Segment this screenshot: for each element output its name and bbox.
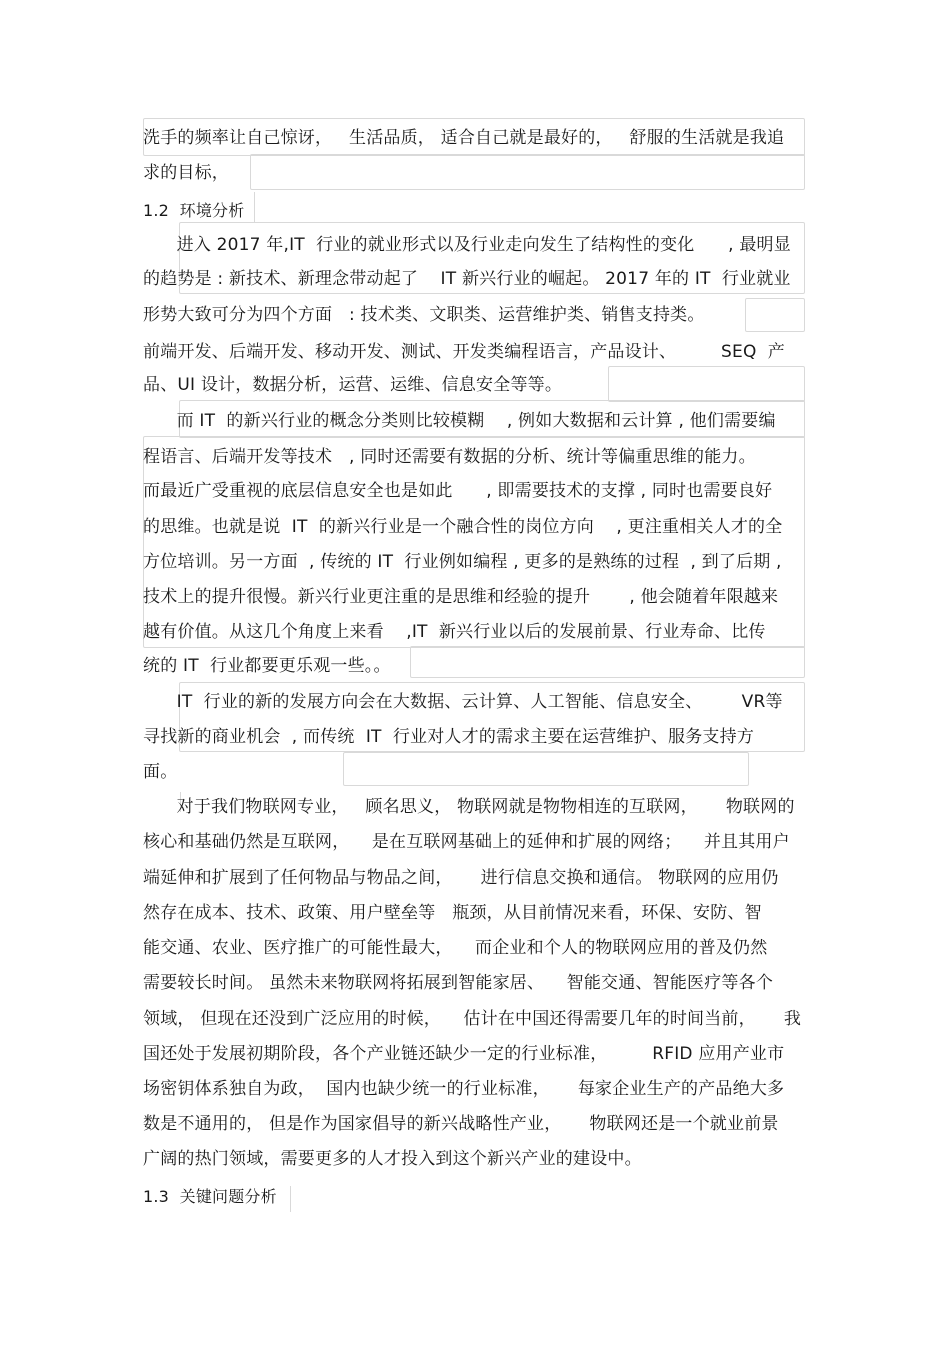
paragraph-line: 进入 2017 年,IT 行业的就业形式以及行业走向发生了结构性的变化 , 最明显 <box>143 235 791 255</box>
paragraph-line: 技术上的提升很慢。新兴行业更注重的是思维和经验的提升 , 他会随着年限越来 <box>143 587 779 607</box>
paragraph-line: 程语言、后端开发等技术 , 同时还需要有数据的分析、统计等偏重思维的能力。 <box>143 447 756 467</box>
paragraph-line: 领域， 但现在还没到广泛应用的时候， 估计在中国还得需要几年的时间当前， 我 <box>143 1009 802 1029</box>
text-frame <box>410 646 805 678</box>
paragraph-line: 形势大致可分为四个方面 : 技术类、文职类、运营维护类、销售支持类。 <box>143 305 705 325</box>
paragraph-line: 统的 IT 行业都要更乐观一些。。 <box>143 656 391 676</box>
paragraph-line: 的趋势是 : 新技术、新理念带动起了 IT 新兴行业的崛起。 2017 年的 IT 行业就业 <box>143 269 791 289</box>
paragraph-line: 端延伸和扩展到了任何物品与物品之间， 进行信息交换和通信。 物联网的应用仍 <box>143 868 779 888</box>
paragraph-line: 求的目标， <box>143 163 229 183</box>
text-frame <box>745 298 805 332</box>
paragraph-line: 需要较长时间。 虽然未来物联网将拓展到智能家居、 智能交通、智能医疗等各个 <box>143 973 774 993</box>
paragraph-line: 对于我们物联网专业， 顾名思义， 物联网就是物物相连的互联网， 物联网的 <box>143 797 795 817</box>
paragraph-line: 国还处于发展初期阶段，各个产业链还缺少一定的行业标准， RFID 应用产业市 <box>143 1044 785 1064</box>
paragraph-line: 场密钥体系独自为政， 国内也缺少统一的行业标准， 每家企业生产的产品绝大多 <box>143 1079 785 1099</box>
paragraph-line: 核心和基础仍然是互联网， 是在互联网基础上的延伸和扩展的网络； 并且其用户 <box>143 832 790 852</box>
paragraph-line: 数是不通用的， 但是作为国家倡导的新兴战略性产业， 物联网还是一个就业前景 <box>143 1114 779 1134</box>
paragraph-line: 的思维。也就是说 IT 的新兴行业是一个融合性的岗位方向 , 更注重相关人才的全 <box>143 517 783 537</box>
paragraph-line: IT 行业的新的发展方向会在大数据、云计算、人工智能、信息安全、 VR等 <box>143 692 783 712</box>
paragraph-line: 而最近广受重视的底层信息安全也是如此 , 即需要技术的支撑 , 同时也需要良好 <box>143 481 773 501</box>
paragraph-line: 洗手的频率让自己惊讶， 生活品质， 适合自己就是最好的， 舒服的生活就是我追 <box>143 128 785 148</box>
section-heading-1-3: 1.3 关键问题分析 <box>143 1187 277 1206</box>
frame-edge <box>290 1186 291 1212</box>
paragraph-line: 方位培训。另一方面 , 传统的 IT 行业例如编程 , 更多的是熟练的过程 , 到了后期 , <box>143 552 782 572</box>
paragraph-line: 面。 <box>143 762 178 782</box>
text-frame <box>608 366 805 402</box>
text-frame <box>250 154 805 190</box>
paragraph-line: 然存在成本、技术、政策、用户壁垒等 瓶颈，从目前情况来看，环保、安防、智 <box>143 903 762 923</box>
paragraph-line: 品、UI 设计，数据分析，运营、运维、信息安全等等。 <box>143 375 563 395</box>
paragraph-line: 能交通、农业、医疗推广的可能性最大， 而企业和个人的物联网应用的普及仍然 <box>143 938 768 958</box>
text-frame <box>343 752 749 786</box>
paragraph-line: 越有价值。从这几个角度上来看 ,IT 新兴行业以后的发展前景、行业寿命、比传 <box>143 622 766 642</box>
paragraph-line: 寻找新的商业机会 , 而传统 IT 行业对人才的需求主要在运营维护、服务支持方 <box>143 727 755 747</box>
paragraph-line: 而 IT 的新兴行业的概念分类则比较模糊 , 例如大数据和云计算 , 他们需要编 <box>143 411 776 431</box>
frame-edge <box>254 192 255 222</box>
paragraph-line: 广阔的热门领域，需要更多的人才投入到这个新兴产业的建设中。 <box>143 1149 642 1169</box>
section-heading-1-2: 1.2 环境分析 <box>143 201 245 220</box>
paragraph-line: 前端开发、后端开发、移动开发、测试、开发类编程语言，产品设计、 SEQ 产 <box>143 342 785 362</box>
